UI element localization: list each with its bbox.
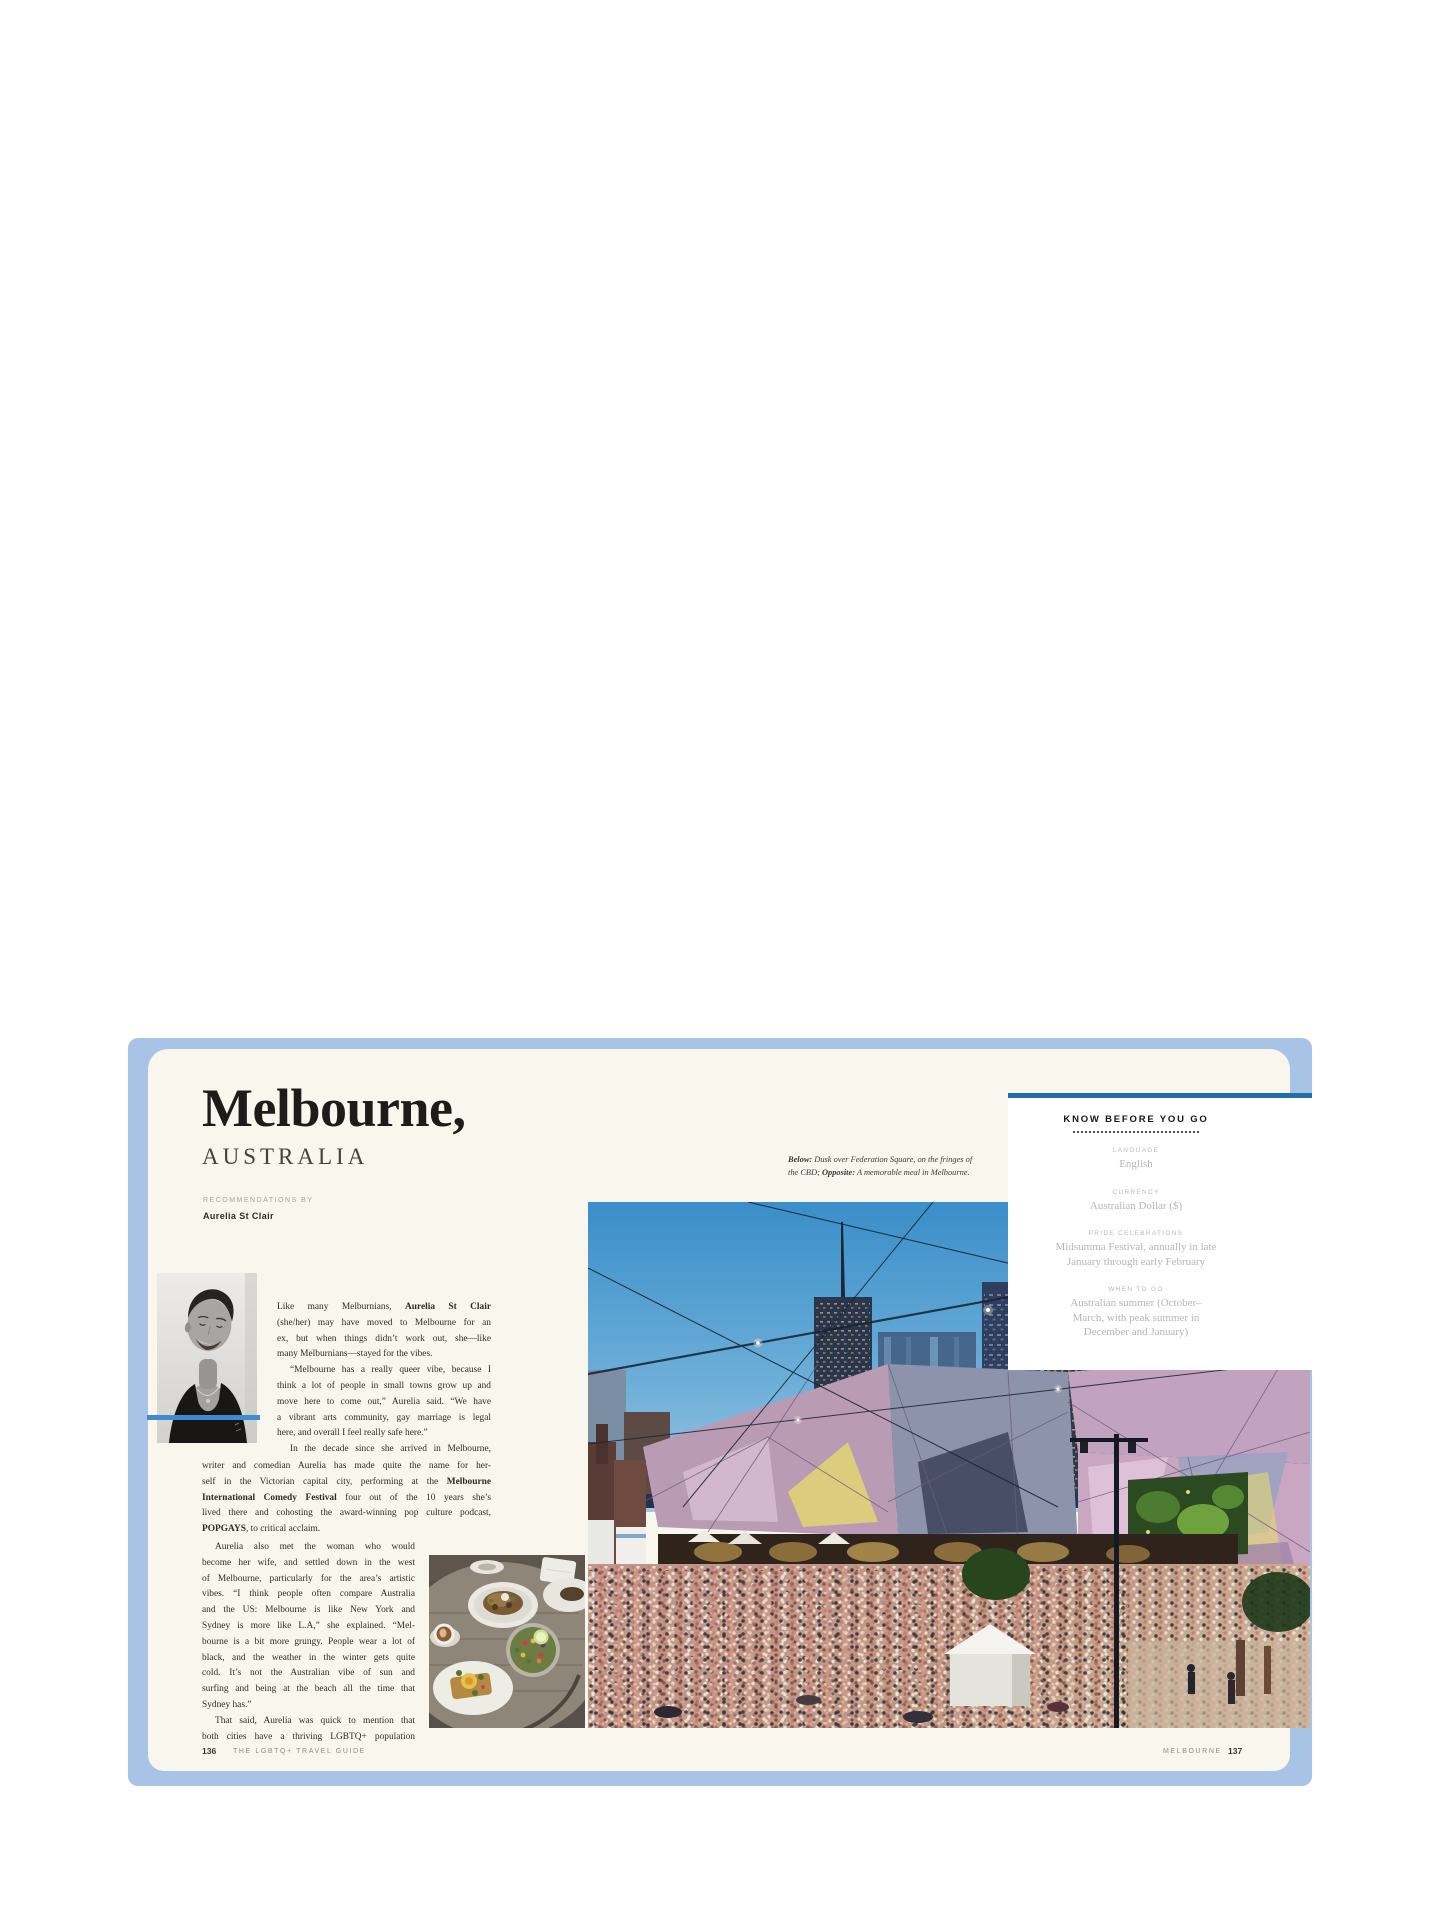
info-group <box>1018 1230 1254 1269</box>
running-footer-right: MELBOURNE <box>1163 1748 1222 1755</box>
page-title: Melbourne, <box>202 1078 466 1138</box>
chapter-title-block <box>202 1080 562 1170</box>
text-line: (she/her) may have moved to Melbourne for an <box>277 1317 491 1328</box>
info-group <box>1018 1189 1254 1214</box>
text-line: Aurelia also met the woman who would <box>215 1542 415 1552</box>
text-line: many Melburnians—stayed for the vibes. <box>277 1349 433 1360</box>
text-line: become her wife, and settled down in the west <box>202 1557 415 1568</box>
food-salad-bowl <box>506 1623 560 1677</box>
text-line: of Melbourne, particularly for the area’s artistic <box>202 1573 415 1584</box>
food-photo <box>429 1555 585 1728</box>
text-line: bourne is a bit more grungy. People wear a lot of <box>202 1636 415 1647</box>
byline-name: Aurelia St Clair <box>203 1211 274 1221</box>
text-line: Sydney has.” <box>202 1699 252 1710</box>
info-value-line: January through early February <box>1066 1255 1206 1268</box>
text-line: Like many Melburnians, Aurelia St Clair <box>277 1302 491 1312</box>
info-value-line: Australian summer (October– <box>1070 1297 1202 1309</box>
text-line: think a lot of people in small towns grow up and <box>277 1380 491 1391</box>
text-line: cold. It’s not the Australian vibe of sun and <box>202 1668 415 1679</box>
info-label: PRIDE CELEBRATIONS <box>1088 1230 1184 1237</box>
text-line: lived there and cohosting the award-winning pop culture podcast, <box>202 1508 491 1519</box>
text-line: vibes. “I think people often compare Australia <box>202 1589 415 1600</box>
byline <box>203 1197 314 1221</box>
info-groups <box>1018 1147 1254 1340</box>
food-plate-bottom <box>433 1661 513 1715</box>
text-line: self in the Victorian capital city, performing at the Melbourne <box>202 1476 491 1487</box>
photo-crowd <box>588 1564 1310 1728</box>
running-footer-left: THE LGBTQ+ TRAVEL GUIDE <box>233 1748 366 1755</box>
text-line: International Comedy Festival four out of the 10 years she’s <box>202 1492 492 1503</box>
page-number-right: 137 <box>1228 1746 1243 1756</box>
page-number-left: 136 <box>202 1746 217 1756</box>
know-before-you-go-content <box>1018 1114 1254 1340</box>
food-photo-image <box>429 1555 585 1728</box>
info-group <box>1018 1147 1254 1172</box>
info-value-line: March, with peak summer in <box>1072 1311 1200 1324</box>
text-line: writer and comedian Aurelia has made quite the name for her- <box>202 1461 491 1471</box>
info-group <box>1018 1286 1254 1340</box>
panel-title: KNOW BEFORE YOU GO <box>1063 1114 1209 1125</box>
dotted-rule <box>1073 1131 1199 1133</box>
text-line: In the decade since she arrived in Melbourne, <box>290 1444 491 1455</box>
info-value-line: Midsumma Festival, annually in late <box>1055 1241 1217 1253</box>
info-label: CURRENCY <box>1112 1188 1160 1196</box>
text-line: POPGAYS, to critical acclaim. <box>202 1524 321 1535</box>
info-value-line: Australian Dollar ($) <box>1089 1199 1183 1212</box>
food-plate-top <box>468 1582 538 1628</box>
info-value-line: December and January) <box>1083 1326 1189 1338</box>
text-line: the CBD; Opposite: A memorable meal in Melbourne. <box>788 1167 970 1177</box>
info-value-line: English <box>1119 1158 1153 1170</box>
text-line: ex, but when things didn’t work out, she—like <box>277 1333 491 1344</box>
text-line: move here to come out,” Aurelia said. “We have <box>277 1396 491 1407</box>
info-label: LANGUAGE <box>1112 1147 1160 1154</box>
text-line: Sydney is more like L.A,” she explained. “Mel- <box>202 1620 415 1631</box>
info-label: WHEN TO GO <box>1108 1286 1164 1293</box>
body-text-column-3 <box>202 1540 415 1745</box>
text-line: here, and overall I feel really safe here.” <box>277 1428 428 1439</box>
text-line: a vibrant arts community, gay marriage is legal <box>277 1412 491 1423</box>
text-line: black, and the weather in the winter gets quite <box>202 1652 415 1663</box>
byline-label: RECOMMENDATIONS BY <box>203 1197 314 1204</box>
body-text-column-2 <box>202 1459 491 1538</box>
text-line: surfing and being at the beach all the time that <box>202 1684 415 1695</box>
photo-caption <box>788 1154 990 1180</box>
text-line: “Melbourne has a really queer vibe, because I <box>290 1365 491 1376</box>
text-line: That said, Aurelia was quick to mention that <box>215 1715 415 1726</box>
accent-bar <box>147 1415 260 1420</box>
text-line: both cities have a thriving LGBTQ+ population <box>202 1731 415 1742</box>
body-text-column-1 <box>277 1300 491 1458</box>
text-line: Below: Dusk over Federation Square, on the fringes of <box>788 1155 973 1164</box>
know-before-you-go-panel <box>1008 1093 1312 1370</box>
page-subtitle: AUSTRALIA <box>202 1143 369 1169</box>
text-line: and the US: Melbourne is like New York and <box>202 1605 415 1616</box>
